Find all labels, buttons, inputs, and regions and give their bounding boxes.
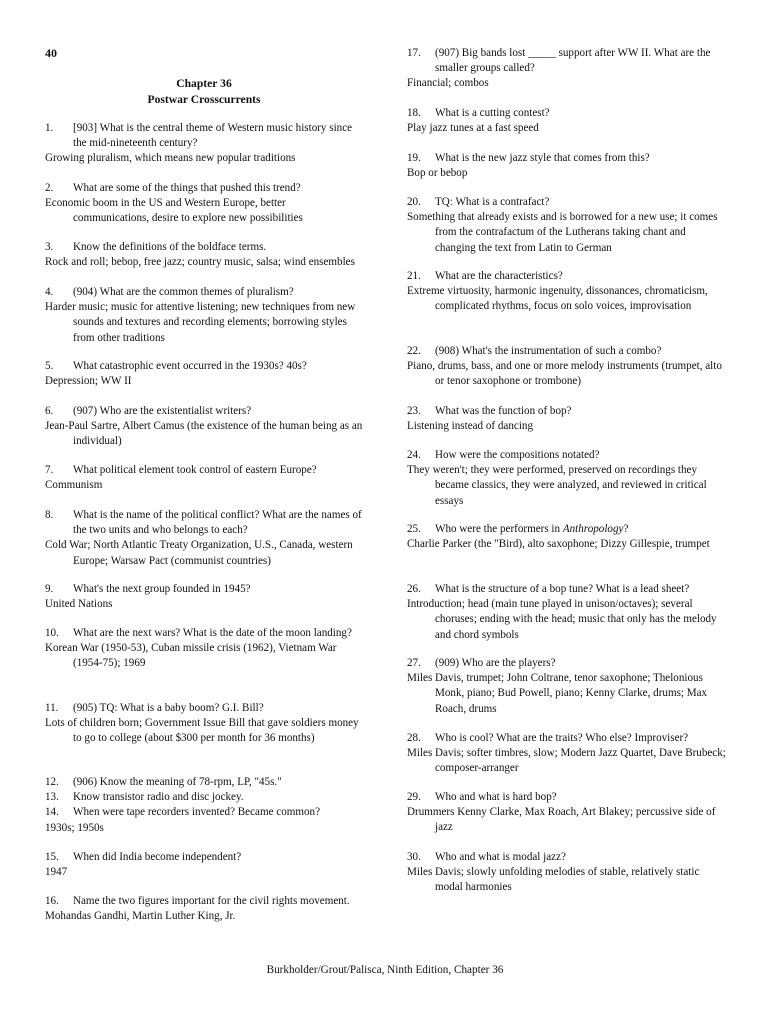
question-number: 24. bbox=[407, 449, 421, 461]
qa-item bbox=[45, 626, 363, 672]
chapter-subtitle: Postwar Crosscurrents bbox=[147, 92, 261, 106]
question bbox=[45, 285, 363, 300]
question-number: 13. bbox=[45, 791, 59, 804]
answer: Cold War; North Atlantic Treaty Organization, U.S., Canada, western Europe; Warsaw Pact (communist countries) bbox=[45, 539, 353, 567]
answer: Korean War (1950-53), Cuban missile crisis (1962), Vietnam War (1954-75); 1969 bbox=[45, 642, 337, 670]
question bbox=[45, 121, 363, 151]
question-text: What are the characteristics? bbox=[435, 270, 563, 282]
question bbox=[407, 344, 729, 359]
qa-item bbox=[407, 656, 729, 717]
question bbox=[407, 582, 729, 597]
question-number: 27. bbox=[407, 657, 421, 669]
question-number: 3. bbox=[45, 241, 54, 253]
answer: Play jazz tunes at a fast speed bbox=[407, 122, 539, 135]
answer: Bop or bebop bbox=[407, 167, 468, 180]
answer: Charlie Parker (the "Bird), alto saxophone; Dizzy Gillespie, trumpet bbox=[407, 538, 710, 551]
question bbox=[45, 701, 363, 716]
answer: Listening instead of dancing bbox=[407, 420, 534, 433]
question bbox=[407, 790, 729, 805]
question-text: What is a cutting contest? bbox=[435, 107, 550, 119]
question-number: 9. bbox=[45, 583, 54, 595]
question-number: 7. bbox=[45, 464, 54, 476]
qa-item bbox=[407, 46, 729, 92]
question bbox=[407, 269, 729, 284]
question-number: 29. bbox=[407, 791, 421, 803]
qa-item bbox=[45, 850, 363, 880]
answer: Piano, drums, bass, and one or more melody instruments (trumpet, alto or tenor saxophone or trombone) bbox=[407, 360, 722, 388]
question-number: 1. bbox=[45, 122, 54, 134]
question-text: Who is cool? What are the traits? Who else? Improviser? bbox=[435, 732, 689, 744]
question bbox=[45, 463, 363, 478]
question-text: Who were the performers in bbox=[435, 523, 563, 535]
qa-item bbox=[45, 894, 363, 924]
question-number: 26. bbox=[407, 583, 421, 595]
question-text: (908) What's the instrumentation of such a combo? bbox=[435, 345, 662, 357]
question bbox=[45, 582, 363, 597]
answer: United Nations bbox=[45, 598, 113, 611]
answer: Economic boom in the US and Western Europe, better communications, desire to explore new possibilities bbox=[45, 197, 303, 225]
qa-item bbox=[407, 344, 729, 390]
question bbox=[407, 195, 729, 210]
question-text: What is the name of the political conflict? What are the names of the two units and who belongs to each? bbox=[73, 509, 362, 537]
qa-item bbox=[45, 359, 363, 389]
answer: Miles Davis; slowly unfolding melodies of stable, relatively static modal harmonies bbox=[407, 866, 700, 894]
answer: Drummers Kenny Clarke, Max Roach, Art Blakey; percussive side of jazz bbox=[407, 806, 716, 834]
question bbox=[407, 404, 729, 419]
qa-item bbox=[45, 582, 363, 612]
question-text: Who and what is hard bop? bbox=[435, 791, 557, 803]
question-text: Know transistor radio and disc jockey. bbox=[73, 791, 244, 804]
question-text: What are some of the things that pushed this trend? bbox=[73, 182, 301, 194]
answer: Growing pluralism, which means new popular traditions bbox=[45, 152, 296, 165]
question-text: (906) Know the meaning of 78-rpm, LP, "45s." bbox=[73, 776, 282, 788]
question-number: 30. bbox=[407, 851, 421, 863]
question-number: 2. bbox=[45, 182, 54, 194]
question-number: 17. bbox=[407, 47, 421, 59]
question-number: 28. bbox=[407, 732, 421, 744]
question-text: Know the definitions of the boldface terms. bbox=[73, 241, 267, 253]
qa-item bbox=[407, 790, 729, 836]
question-number: 23. bbox=[407, 405, 421, 417]
question-number: 15. bbox=[45, 851, 59, 863]
question-text: What political element took control of eastern Europe? bbox=[73, 464, 317, 476]
answer: Miles Davis; softer timbres, slow; Modern Jazz Quartet, Dave Brubeck; composer-arranger bbox=[407, 747, 726, 775]
answer: 1947 bbox=[45, 866, 68, 879]
chapter-number: Chapter 36 bbox=[176, 77, 232, 90]
qa-item bbox=[45, 121, 363, 167]
question-number: 22. bbox=[407, 345, 421, 357]
question bbox=[407, 46, 729, 76]
answer: Lots of children born; Government Issue Bill that gave soldiers money to go to college (about $300 per month for 36 months) bbox=[45, 717, 359, 745]
question-text: What are the next wars? What is the date of the moon landing? bbox=[73, 627, 352, 639]
question-text: (907) Who are the existentialist writers? bbox=[73, 405, 252, 417]
question bbox=[407, 106, 729, 121]
question-text: (905) TQ: What is a baby boom? G.I. Bill? bbox=[73, 702, 264, 714]
question bbox=[45, 508, 363, 538]
qa-item bbox=[407, 582, 729, 643]
answer: 1930s; 1950s bbox=[45, 821, 104, 834]
qa-item bbox=[407, 269, 729, 315]
question-number: 5. bbox=[45, 360, 54, 372]
qa-item bbox=[407, 522, 729, 552]
qa-item bbox=[407, 151, 729, 181]
answer: Mohandas Gandhi, Martin Luther King, Jr. bbox=[45, 910, 236, 923]
qa-item bbox=[407, 850, 729, 896]
question-number: 8. bbox=[45, 509, 54, 521]
question bbox=[407, 731, 729, 746]
qa-item bbox=[45, 404, 363, 450]
question-number: 11. bbox=[45, 702, 59, 714]
question-text: How were the compositions notated? bbox=[435, 449, 600, 461]
question bbox=[45, 626, 363, 641]
question-number: 21. bbox=[407, 270, 421, 282]
question bbox=[45, 790, 363, 805]
question-text: What's the next group founded in 1945? bbox=[73, 583, 251, 595]
question bbox=[45, 775, 363, 790]
qa-item bbox=[45, 181, 363, 227]
answer: Jean-Paul Sartre, Albert Camus (the existence of the human being as an individual) bbox=[45, 420, 363, 448]
question-text: (909) Who are the players? bbox=[435, 657, 556, 669]
answer: Miles Davis, trumpet; John Coltrane, tenor saxophone; Thelonious Monk, piano; Bud Powell, piano; Kenny Clarke, drums; Max Roach, drums bbox=[407, 672, 708, 715]
qa-item bbox=[45, 285, 363, 346]
question bbox=[407, 522, 729, 537]
answer: Depression; WW II bbox=[45, 375, 132, 388]
answer: Harder music; music for attentive listening; new techniques from new sounds and textures and recording elements; borrowing styles from other traditions bbox=[45, 301, 356, 344]
answer: They weren't; they were performed, preserved on recordings they became classics, they were analyzed, and reviewed in critical essays bbox=[407, 464, 707, 507]
qa-item bbox=[407, 404, 729, 434]
question-text: (904) What are the common themes of pluralism? bbox=[73, 286, 294, 298]
question-number: 14. bbox=[45, 806, 59, 819]
page-number: 40 bbox=[45, 46, 57, 60]
answer: Extreme virtuosity, harmonic ingenuity, dissonances, chromaticism, complicated rhythms, focus on solo voices, improvisation bbox=[407, 285, 708, 313]
qa-item bbox=[407, 106, 729, 136]
question-text: TQ: What is a contrafact? bbox=[435, 196, 550, 208]
qa-item bbox=[45, 240, 363, 270]
question-text: What was the function of bop? bbox=[435, 405, 572, 417]
question-number: 19. bbox=[407, 152, 421, 164]
question-text: What is the new jazz style that comes from this? bbox=[435, 152, 650, 164]
question-number: 6. bbox=[45, 405, 54, 417]
qa-item bbox=[45, 463, 363, 493]
question-text: What is the structure of a bop tune? What is a lead sheet? bbox=[435, 583, 690, 595]
question bbox=[45, 181, 363, 196]
question-text: When did India become independent? bbox=[73, 851, 242, 863]
qa-item bbox=[407, 195, 729, 256]
question bbox=[45, 359, 363, 374]
question bbox=[407, 850, 729, 865]
chapter-title bbox=[45, 76, 363, 107]
question-text: [903] What is the central theme of Western music history since the mid-nineteenth century? bbox=[73, 122, 353, 150]
question-punctuation: ? bbox=[623, 523, 629, 535]
question-text: When were tape recorders invented? Became common? bbox=[73, 806, 321, 819]
answer: Communism bbox=[45, 479, 103, 492]
question-number: 10. bbox=[45, 627, 59, 639]
question-text: Name the two figures important for the civil rights movement. bbox=[73, 895, 350, 907]
question-text: What catastrophic event occurred in the 1930s? 40s? bbox=[73, 360, 307, 372]
question-text: Who and what is modal jazz? bbox=[435, 851, 566, 863]
question bbox=[45, 850, 363, 865]
work-title: Anthropology bbox=[562, 523, 624, 535]
question-number: 18. bbox=[407, 107, 421, 119]
qa-item bbox=[45, 701, 363, 747]
question bbox=[45, 240, 363, 255]
qa-item bbox=[45, 508, 363, 569]
question-number: 4. bbox=[45, 286, 54, 298]
question-text: (907) Big bands lost _____ support after WW II. What are the smaller groups called? bbox=[435, 47, 711, 75]
qa-item bbox=[407, 448, 729, 509]
question-number: 25. bbox=[407, 523, 421, 535]
answer: Introduction; head (main tune played in unison/octaves); several choruses; ending with the head; music that only has the melody and chord symbols bbox=[407, 598, 717, 641]
question bbox=[45, 404, 363, 419]
question bbox=[45, 894, 363, 909]
answer: Something that already exists and is borrowed for a new use; it comes from the contrafactum of the Lutherans taking chant and changing the text from Latin to German bbox=[407, 211, 718, 254]
question bbox=[407, 151, 729, 166]
answer: Financial; combos bbox=[407, 77, 489, 90]
question-number: 20. bbox=[407, 196, 421, 208]
question-number: 12. bbox=[45, 776, 59, 788]
question-number: 16. bbox=[45, 895, 59, 907]
question bbox=[45, 805, 363, 820]
answer: Rock and roll; bebop, free jazz; country music, salsa; wind ensembles bbox=[45, 256, 355, 269]
qa-item bbox=[45, 775, 363, 836]
question bbox=[407, 448, 729, 463]
page-footer: Burkholder/Grout/Palisca, Ninth Edition, Chapter 36 bbox=[266, 964, 504, 976]
qa-item bbox=[407, 731, 729, 777]
question bbox=[407, 656, 729, 671]
